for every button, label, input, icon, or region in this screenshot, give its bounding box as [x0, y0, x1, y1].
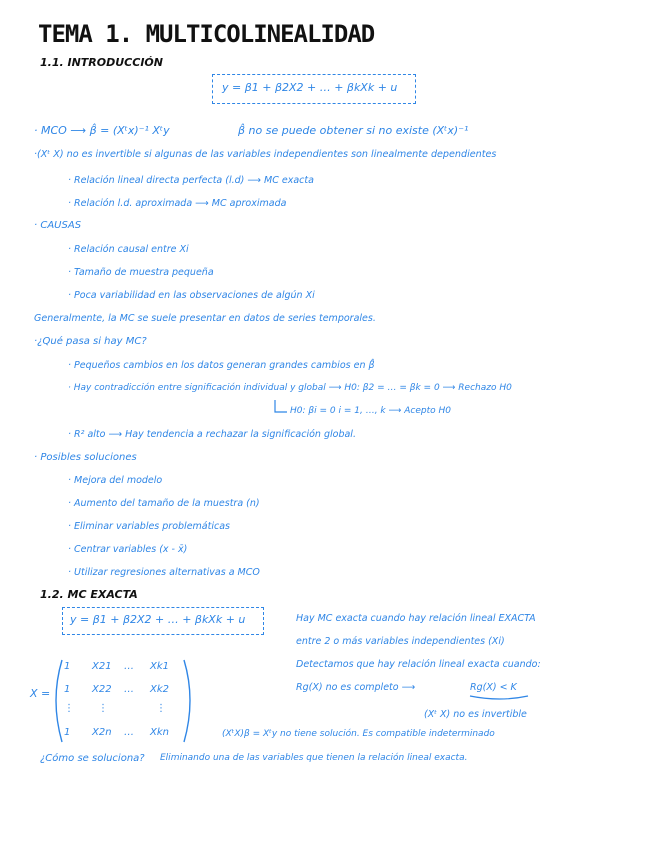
- not-invertible: (Xᵗ X) no es invertible: [424, 709, 527, 720]
- solution-1: · Mejora del modelo: [68, 475, 163, 486]
- relation-approx: · Relación l.d. aproximada ⟶ MC aproximada: [68, 198, 287, 209]
- section-heading-intro: 1.1. INTRODUCCIÓN: [40, 56, 163, 69]
- solution-4: · Centrar variables (x - x̄): [68, 544, 188, 555]
- what-happens-heading: ·¿Qué pasa si hay MC?: [34, 336, 147, 347]
- rank-less-k: Rg(X) < K: [470, 682, 517, 693]
- solutions-heading: · Posibles soluciones: [34, 452, 137, 463]
- effect-2-individual: H0: βi = 0 i = 1, …, k ⟶ Acepto H0: [290, 406, 451, 416]
- matrix-cell: X21: [92, 661, 112, 672]
- exact-detect: Detectamos que hay relación lineal exacta cuando:: [296, 659, 541, 670]
- solution-5: · Utilizar regresiones alternativas a MCO: [68, 567, 260, 578]
- how-to-solve: ¿Cómo se soluciona?: [40, 753, 145, 764]
- rank-underline: [470, 696, 528, 699]
- relation-exact: · Relación lineal directa perfecta (l.d) ⟶ MC exacta: [68, 175, 314, 186]
- cause-1: · Relación causal entre Xi: [68, 244, 189, 255]
- system-note: (XᵗX)β = Xᵗy no tiene solución. Es compatible indeterminado: [222, 729, 495, 739]
- rank-condition: Rg(X) no es completo ⟶: [296, 682, 416, 693]
- matrix-cell: …: [124, 684, 134, 695]
- how-to-solve-answer: Eliminando una de las variables que tienen la relación lineal exacta.: [160, 753, 468, 763]
- matrix-left-bracket: [56, 660, 62, 742]
- mco-line: · MCO ⟶ β̂ = (Xᵗx)⁻¹ Xᵗy: [34, 124, 170, 137]
- matrix-cell: ⋮: [98, 703, 108, 714]
- model-equation: y = β1 + β2X2 + … + βkXk + u: [222, 81, 398, 94]
- branch-arrow: [275, 400, 287, 412]
- matrix-right-bracket: [184, 660, 190, 742]
- matrix-cell: …: [124, 661, 134, 672]
- matrix-cell: …: [124, 727, 134, 738]
- matrix-cell: 1: [64, 727, 71, 738]
- matrix-cell: Xk2: [150, 684, 170, 695]
- effect-3: · R² alto ⟶ Hay tendencia a rechazar la significación global.: [68, 429, 356, 440]
- causes-heading: · CAUSAS: [34, 220, 82, 231]
- matrix-cell: ⋮: [64, 703, 74, 714]
- solution-3: · Eliminar variables problemáticas: [68, 521, 230, 532]
- matrix-label: X =: [30, 687, 51, 700]
- effect-2: · Hay contradicción entre significación individual y global ⟶ H0: β2 = … = βk = 0 ⟶ Rechazo H0: [68, 383, 512, 393]
- matrix-cell: X22: [92, 684, 112, 695]
- matrix-cell: Xkn: [150, 727, 169, 738]
- matrix-cell: 1: [64, 684, 71, 695]
- model-equation-2: y = β1 + β2X2 + … + βkXk + u: [70, 613, 246, 626]
- general-note: Generalmente, la MC se suele presentar en datos de series temporales.: [34, 313, 376, 324]
- effect-1: · Pequeños cambios en los datos generan grandes cambios en β̂: [68, 360, 375, 371]
- mco-note: β̂ no se puede obtener si no existe (Xᵗx)⁻¹: [238, 124, 469, 137]
- section-heading-exact: 1.2. MC EXACTA: [40, 588, 138, 601]
- page-title: TEMA 1. MULTICOLINEALIDAD: [38, 20, 375, 48]
- cause-3: · Poca variabilidad en las observaciones de algún Xi: [68, 290, 315, 301]
- solution-2: · Aumento del tamaño de la muestra (n): [68, 498, 260, 509]
- matrix-cell: Xk1: [150, 661, 170, 672]
- exact-def-1: Hay MC exacta cuando hay relación lineal EXACTA: [296, 613, 536, 624]
- cause-2: · Tamaño de muestra pequeña: [68, 267, 214, 278]
- exact-def-2: entre 2 o más variables independientes (Xi): [296, 636, 505, 647]
- matrix-cell: ⋮: [156, 703, 166, 714]
- matrix-cell: 1: [64, 661, 71, 672]
- matrix-cell: X2n: [92, 727, 112, 738]
- invertibility-line: ·(Xᵗ X) no es invertible si algunas de las variables independientes son linealmente dependientes: [34, 149, 497, 160]
